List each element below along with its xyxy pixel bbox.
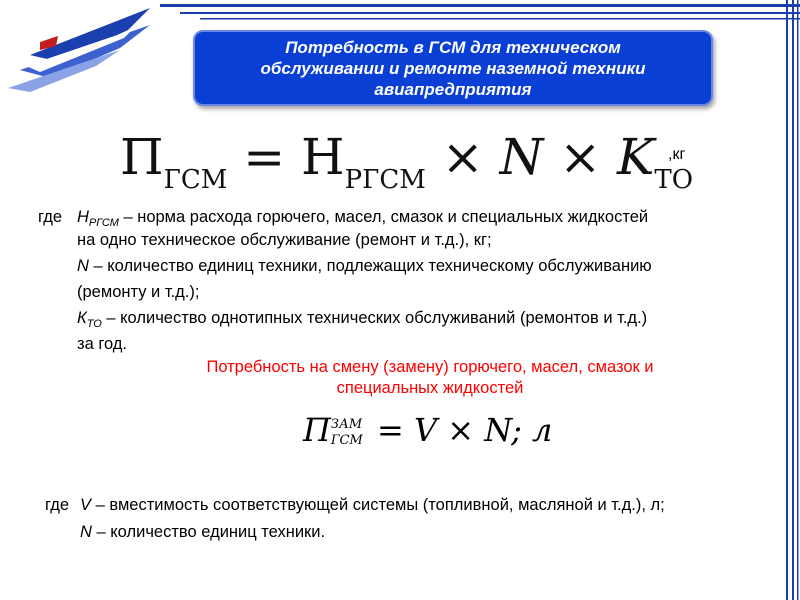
def-v-text: – вместимость соответствующей системы (топливной, масляной и т.д.), л; [91, 496, 665, 514]
formula-k: K [617, 128, 655, 186]
formula-k-sub: ТО [654, 165, 694, 195]
def-norm-text-1: – норма расхода горючего, масел, смазок и специальных жидкостей [118, 208, 649, 226]
def-n-symbol: N [77, 257, 89, 275]
def-k-text-2: за год. [77, 335, 128, 353]
def-n2-symbol: N [80, 523, 92, 541]
where-label: где [38, 208, 63, 226]
def-n-line-1 [77, 256, 777, 277]
def-norm-subscript: РГСМ [88, 217, 119, 229]
title-line-1: Потребность в ГСМ для техническом [285, 37, 621, 57]
formula-lhs: П [120, 128, 164, 186]
def-v-line [80, 495, 795, 516]
slide-title [193, 30, 713, 106]
def-norm-line-1 [77, 207, 777, 230]
title-line-2: обслуживании и ремонте наземной техники [260, 58, 646, 78]
formula2-lhs: П [303, 411, 331, 449]
replacement-formula [303, 405, 563, 455]
definitions-block-2 [80, 495, 795, 543]
title-line-3: авиапредприятия [374, 79, 532, 99]
def-v-symbol: V [80, 496, 92, 514]
def-n-text-1: – количество единиц техники, подлежащих техническому обслуживанию [88, 257, 652, 275]
formula-times-2: × [543, 128, 617, 186]
definitions-block [77, 207, 777, 355]
def-n2-text: – количество единиц техники. [91, 523, 326, 541]
replacement-demand-heading [140, 357, 720, 399]
def-n2-line [80, 522, 795, 543]
formula-lhs-sub: ГСМ [163, 165, 228, 195]
def-k-line-1 [77, 308, 777, 331]
formula-eq: = [227, 128, 302, 186]
formula2-sup: ЗАМ [330, 416, 363, 432]
formula-unit: ,кг [668, 146, 686, 163]
def-k-subscript: ТО [86, 318, 102, 330]
red-heading-line-1: Потребность на смену (замену) горючего, масел, смазок и [206, 358, 654, 376]
def-norm-text-2: на одно техническое обслуживание (ремонт и т.д.), кг; [77, 231, 492, 249]
def-k-symbol: К [77, 309, 87, 327]
red-heading-line-2: специальных жидкостей [336, 379, 524, 397]
def-n-text-2: (ремонту и т.д.); [77, 283, 200, 301]
airline-logo-icon [0, 0, 160, 105]
def-norm-symbol: Н [77, 208, 89, 226]
where-label-2: где [45, 496, 70, 514]
formula2-rhs: = V × N; л [366, 411, 553, 449]
formula2-sub: ГСМ [330, 432, 363, 448]
formula-norm-sub: РГСМ [344, 165, 426, 195]
formula2-indices [331, 417, 363, 449]
formula-norm: Н [301, 128, 345, 186]
formula-n: N [499, 128, 544, 186]
def-k-text-1: – количество однотипных технических обслуживаний (ремонтов и т.д.) [101, 309, 648, 327]
formula-times-1: × [425, 128, 500, 186]
